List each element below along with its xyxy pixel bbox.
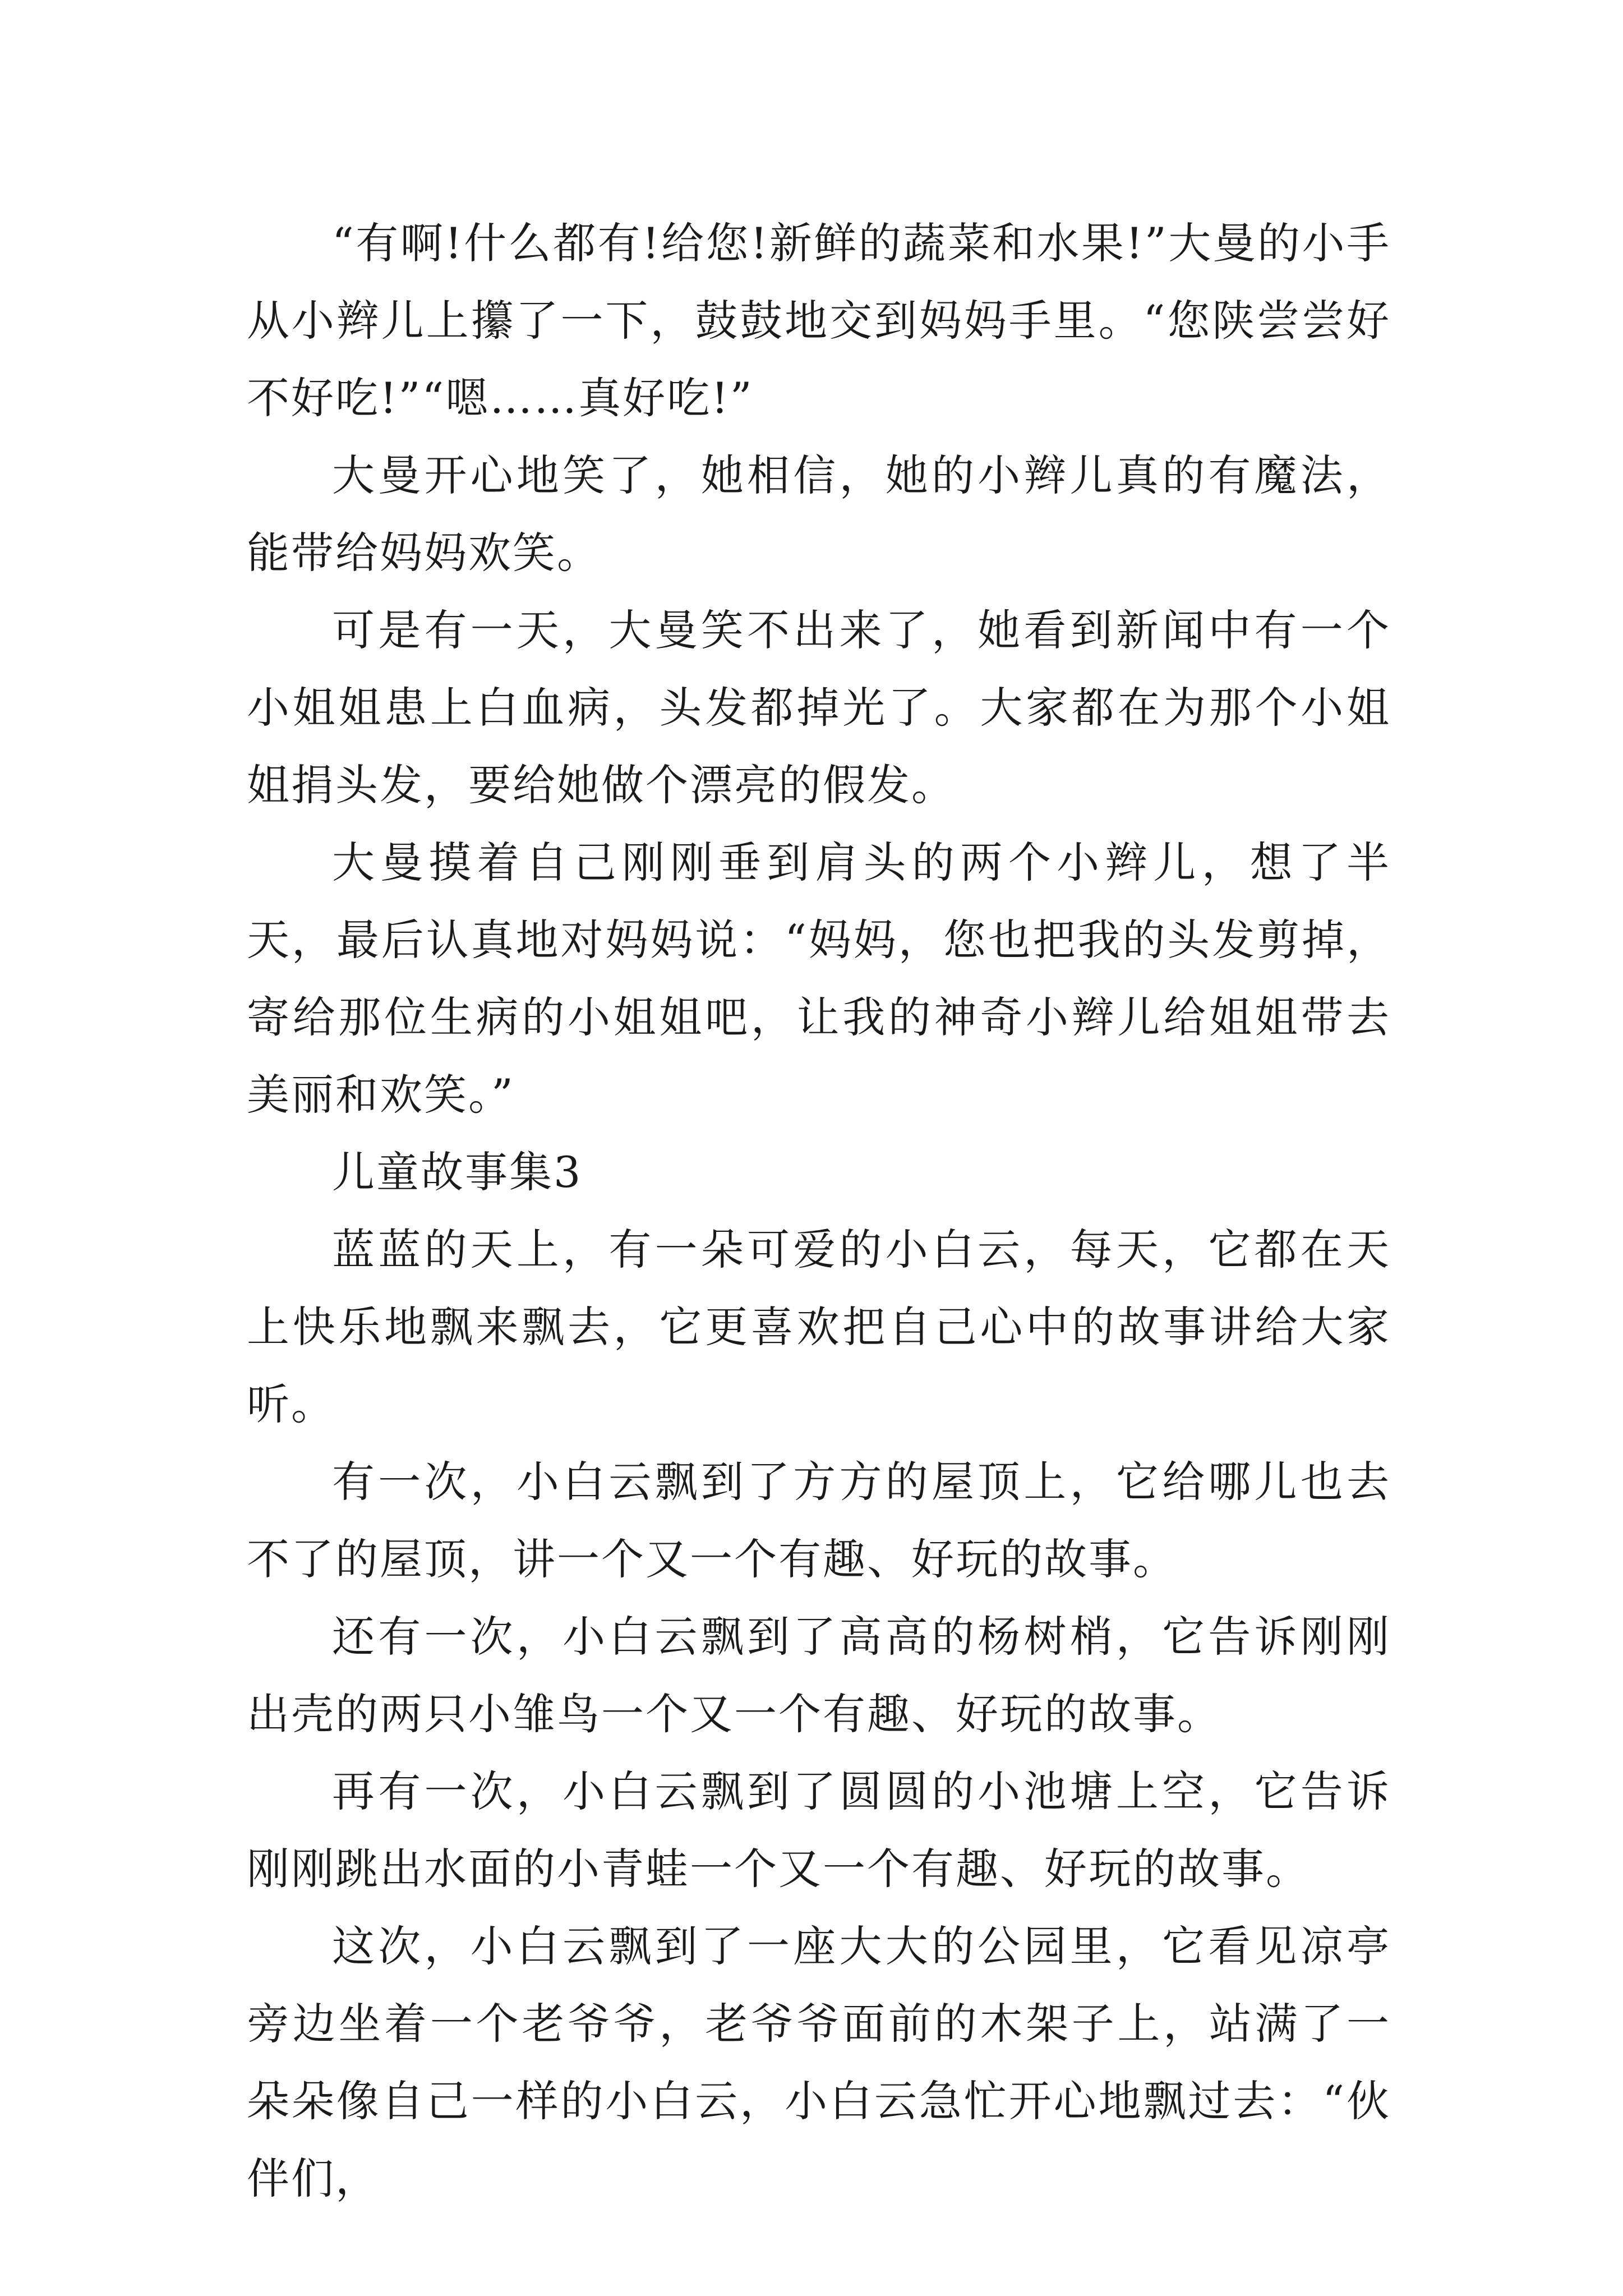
document-body bbox=[247, 205, 1391, 2217]
paragraph: 这次，小白云飘到了一座大大的公园里，它看见凉亭旁边坐着一个老爷爷，老爷爷面前的木架子上，站满了一朵朵像自己一样的小白云，小白云急忙开心地飘过去：“伙伴们， bbox=[247, 1921, 1391, 2203]
paragraph: “有啊!什么都有!给您!新鲜的蔬菜和水果!”大曼的小手从小辫儿上攥了一下，鼓鼓地交到妈妈手里。“您陕尝尝好不好吃!”“嗯……真好吃!” bbox=[247, 218, 1391, 423]
paragraph: 还有一次，小白云飘到了高高的杨树梢，它告诉刚刚出壳的两只小雏鸟一个又一个有趣、好玩的故事。 bbox=[247, 1612, 1391, 1739]
paragraph: 大曼开心地笑了，她相信，她的小辫儿真的有魔法，能带给妈妈欢笑。 bbox=[247, 450, 1391, 578]
paragraph: 有一次，小白云飘到了方方的屋顶上，它给哪儿也去不了的屋顶，讲一个又一个有趣、好玩的故事。 bbox=[247, 1457, 1391, 1584]
paragraph: 大曼摸着自己刚刚垂到肩头的两个小辫儿，想了半天，最后认真地对妈妈说：“妈妈，您也把我的头发剪掉，寄给那位生病的小姐姐吧，让我的神奇小辫儿给姐姐带去美丽和欢笑。” bbox=[247, 838, 1391, 1120]
section-heading: 儿童故事集3 bbox=[332, 1147, 583, 1197]
paragraph: 再有一次，小白云飘到了圆圆的小池塘上空，它告诉刚刚跳出水面的小青蛙一个又一个有趣、好玩的故事。 bbox=[247, 1766, 1391, 1894]
paragraph: 可是有一天，大曼笑不出来了，她看到新闻中有一个小姐姐患上白血病，头发都掉光了。大家都在为那个小姐姐捐头发，要给她做个漂亮的假发。 bbox=[247, 605, 1391, 810]
paragraph: 蓝蓝的天上，有一朵可爱的小白云，每天，它都在天上快乐地飘来飘去，它更喜欢把自己心中的故事讲给大家听。 bbox=[247, 1225, 1391, 1429]
